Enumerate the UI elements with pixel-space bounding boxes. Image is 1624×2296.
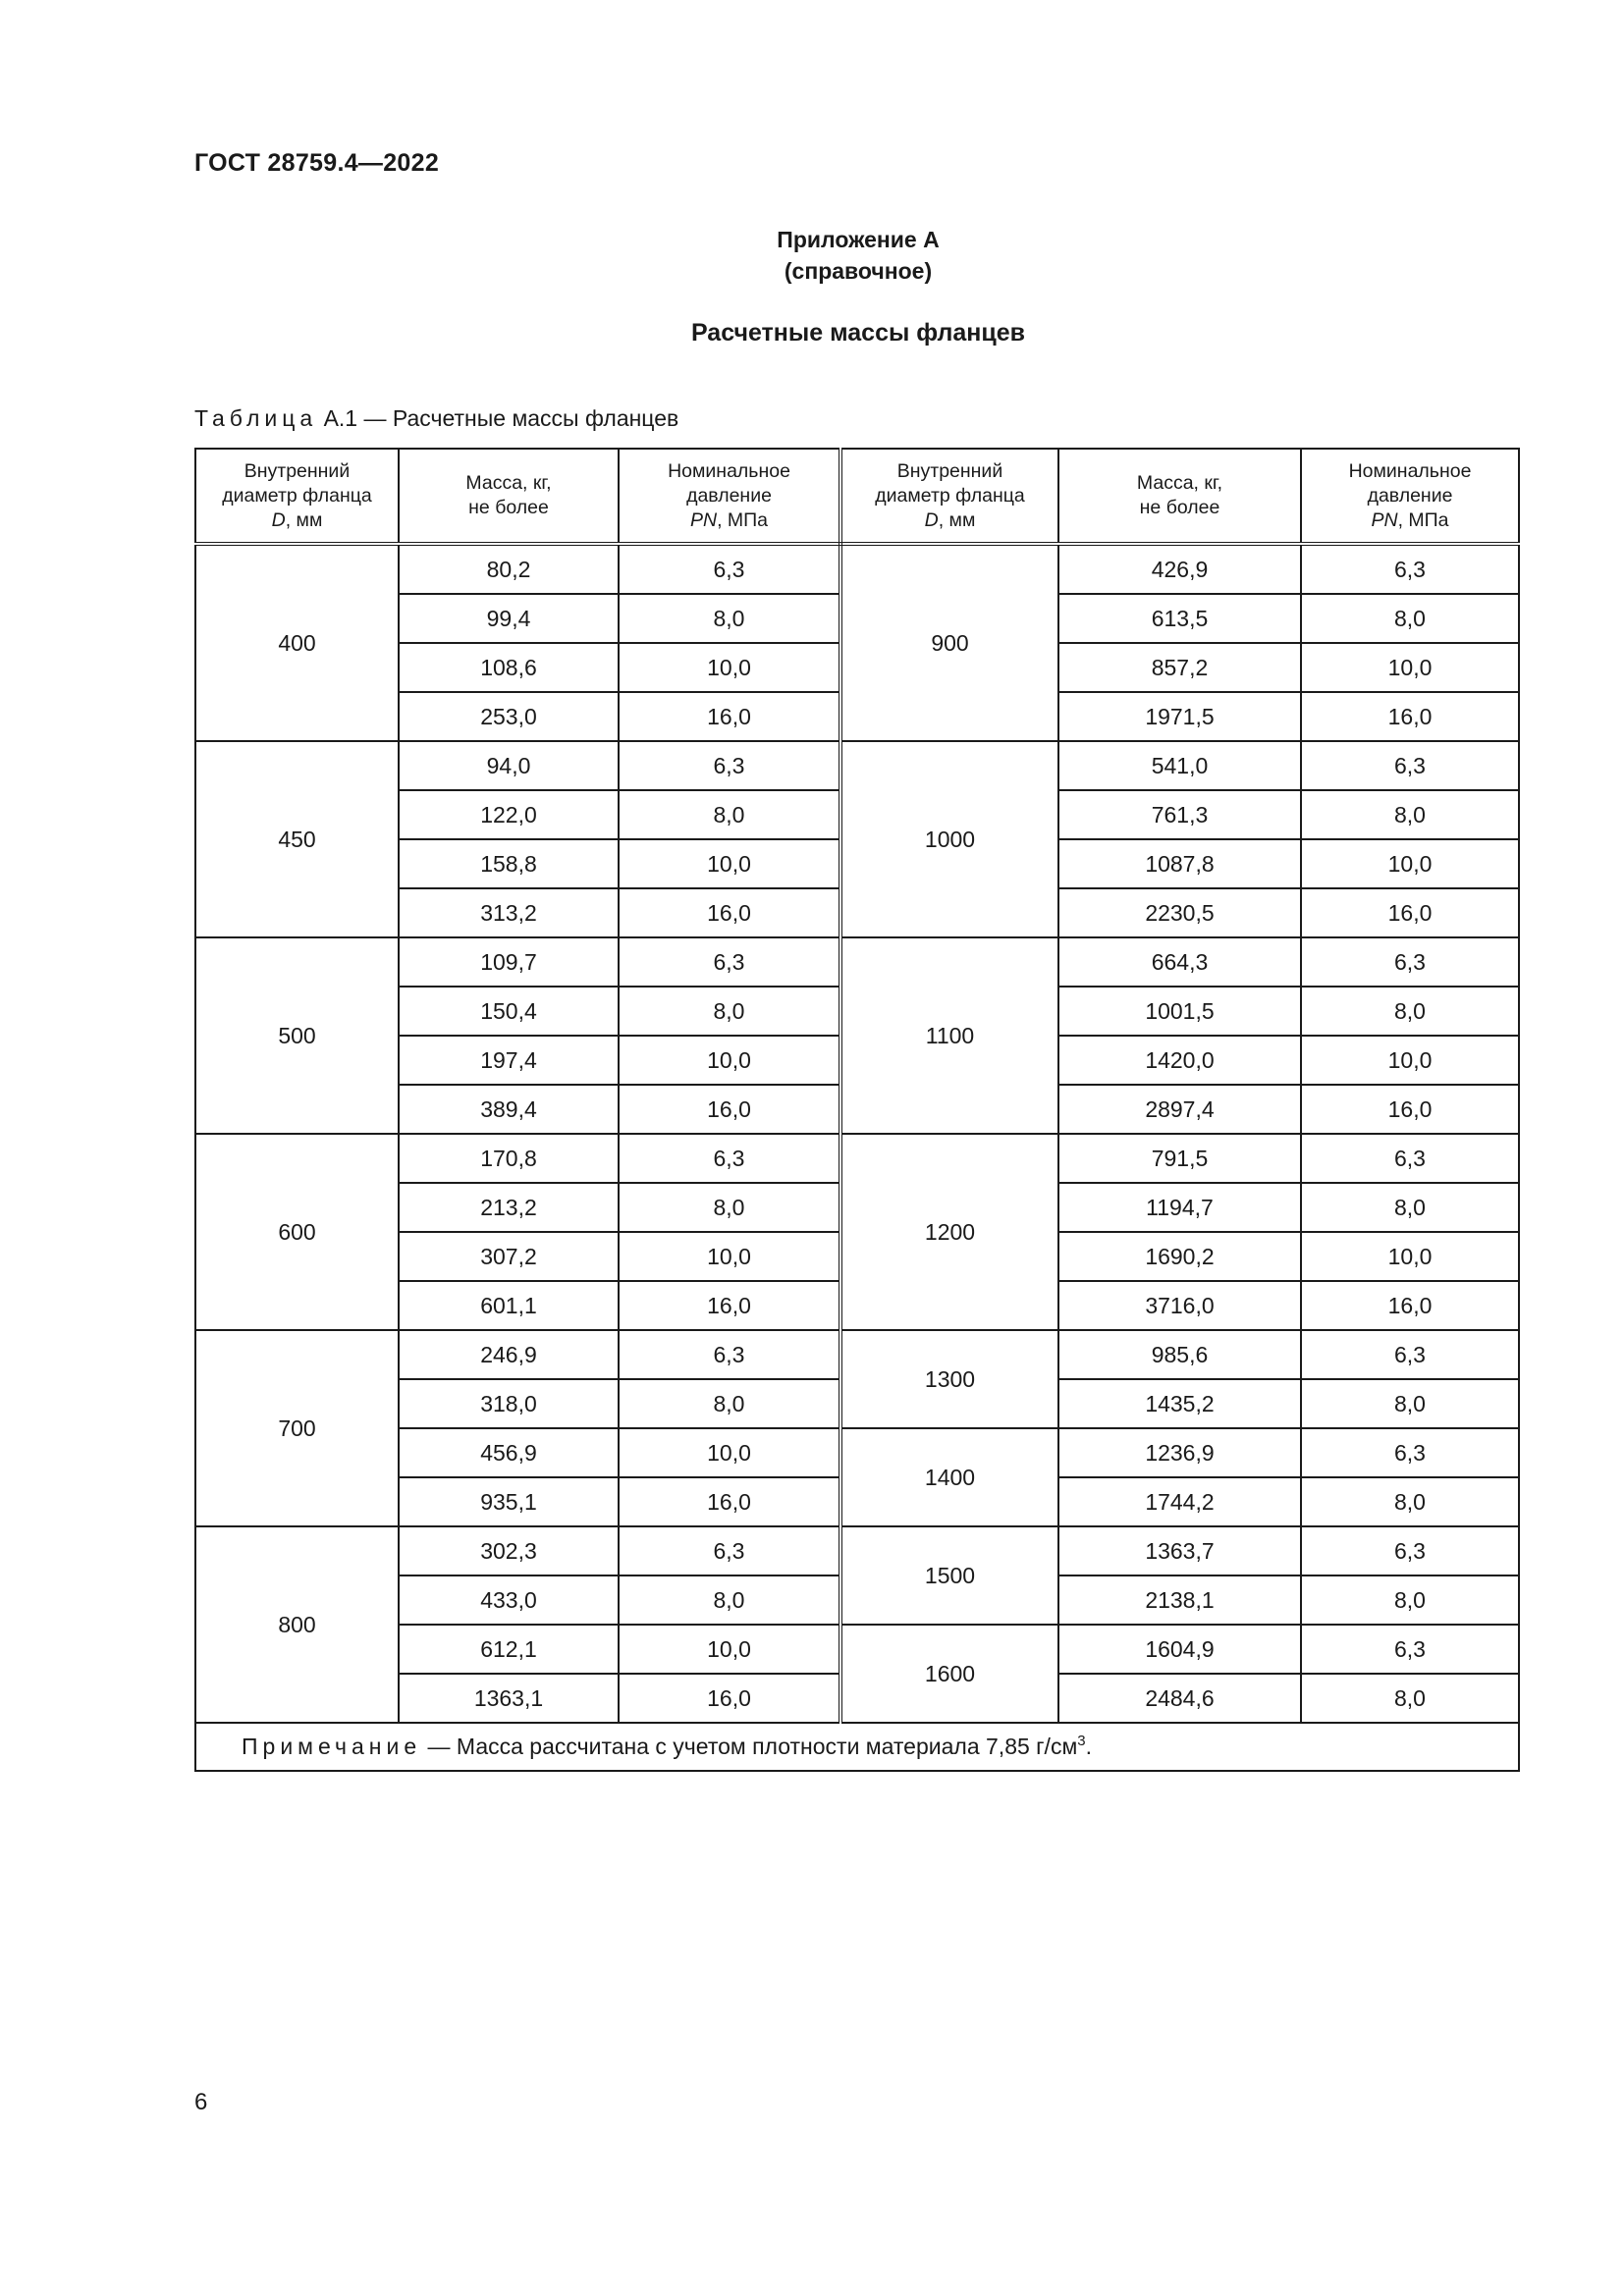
pressure-cell: 10,0 — [619, 643, 840, 692]
mass-cell: 99,4 — [399, 594, 619, 643]
diameter-cell: 1000 — [840, 741, 1058, 937]
mass-cell: 122,0 — [399, 790, 619, 839]
diameter-cell: 700 — [195, 1330, 399, 1526]
mass-cell: 253,0 — [399, 692, 619, 741]
table-caption — [194, 405, 678, 432]
pressure-cell: 10,0 — [619, 839, 840, 888]
pressure-cell: 8,0 — [619, 1575, 840, 1625]
table-caption-text: А.1 — Расчетные массы фланцев — [317, 405, 679, 431]
section-title: Расчетные массы фланцев — [690, 319, 1026, 347]
pressure-cell: 16,0 — [619, 1085, 840, 1134]
mass-cell: 664,3 — [1058, 937, 1301, 987]
diameter-cell: 900 — [840, 544, 1058, 741]
mass-cell: 1604,9 — [1058, 1625, 1301, 1674]
diameter-cell: 1600 — [840, 1625, 1058, 1723]
table-row — [195, 937, 1519, 987]
header-diameter-right: Внутренний диаметр фланца D, мм — [840, 449, 1058, 544]
table-note: Примечание — Масса рассчитана с учетом плотности материала 7,85 $г/см^3$. — [195, 1723, 1519, 1771]
note-superscript: 3 — [1077, 1733, 1086, 1749]
pressure-cell: 16,0 — [1301, 888, 1519, 937]
mass-cell: 2484,6 — [1058, 1674, 1301, 1723]
pressure-cell: 8,0 — [1301, 1379, 1519, 1428]
pressure-cell: 8,0 — [1301, 1674, 1519, 1723]
pressure-cell: 6,3 — [1301, 741, 1519, 790]
mass-cell: 601,1 — [399, 1281, 619, 1330]
header-mass-right: Масса, кг, не более — [1058, 449, 1301, 544]
note-label: Примечание — [242, 1734, 422, 1759]
pressure-cell: 8,0 — [1301, 1477, 1519, 1526]
pressure-cell: 16,0 — [619, 1281, 840, 1330]
pressure-cell: 10,0 — [619, 1036, 840, 1085]
header-pressure-right: Номинальное давление PN, МПа — [1301, 449, 1519, 544]
mass-cell: 613,5 — [1058, 594, 1301, 643]
mass-cell: 318,0 — [399, 1379, 619, 1428]
pressure-cell: 6,3 — [619, 1526, 840, 1575]
mass-cell: 612,1 — [399, 1625, 619, 1674]
diameter-cell: 1100 — [840, 937, 1058, 1134]
mass-cell: 1971,5 — [1058, 692, 1301, 741]
pressure-cell: 10,0 — [619, 1625, 840, 1674]
table-row — [195, 1330, 1519, 1379]
pressure-cell: 10,0 — [1301, 1232, 1519, 1281]
mass-cell: 1744,2 — [1058, 1477, 1301, 1526]
pressure-cell: 6,3 — [1301, 1428, 1519, 1477]
table-row — [195, 1526, 1519, 1575]
mass-cell: 433,0 — [399, 1575, 619, 1625]
pressure-cell: 8,0 — [619, 594, 840, 643]
pressure-cell: 16,0 — [1301, 692, 1519, 741]
pressure-cell: 6,3 — [619, 937, 840, 987]
pressure-cell: 6,3 — [619, 1134, 840, 1183]
header-mass-left: Масса, кг, не более — [399, 449, 619, 544]
pressure-cell: 16,0 — [619, 692, 840, 741]
pressure-cell: 6,3 — [619, 1330, 840, 1379]
appendix-subtitle: (справочное) — [784, 258, 933, 284]
mass-cell: 150,4 — [399, 987, 619, 1036]
pressure-cell: 10,0 — [619, 1232, 840, 1281]
diameter-cell: 1300 — [840, 1330, 1058, 1428]
mass-cell: 857,2 — [1058, 643, 1301, 692]
pressure-cell: 10,0 — [1301, 1036, 1519, 1085]
mass-cell: 170,8 — [399, 1134, 619, 1183]
diameter-cell: 1500 — [840, 1526, 1058, 1625]
mass-cell: 1087,8 — [1058, 839, 1301, 888]
pressure-cell: 10,0 — [1301, 643, 1519, 692]
mass-cell: 389,4 — [399, 1085, 619, 1134]
standard-header: ГОСТ 28759.4—2022 — [194, 149, 440, 177]
pressure-cell: 6,3 — [1301, 1625, 1519, 1674]
pressure-cell: 8,0 — [1301, 1183, 1519, 1232]
mass-cell: 456,9 — [399, 1428, 619, 1477]
mass-cell: 1363,7 — [1058, 1526, 1301, 1575]
mass-cell: 213,2 — [399, 1183, 619, 1232]
mass-cell: 761,3 — [1058, 790, 1301, 839]
pressure-cell: 8,0 — [1301, 1575, 1519, 1625]
pressure-cell: 16,0 — [619, 1477, 840, 1526]
table-row — [195, 741, 1519, 790]
mass-cell: 197,4 — [399, 1036, 619, 1085]
note-text: — Масса рассчитана с учетом плотности материала 7,85 г/см — [421, 1734, 1078, 1759]
table-header-row — [195, 449, 1519, 544]
diameter-cell: 450 — [195, 741, 399, 937]
mass-cell: 1690,2 — [1058, 1232, 1301, 1281]
mass-cell: 94,0 — [399, 741, 619, 790]
diameter-cell: 400 — [195, 544, 399, 741]
mass-cell: 1001,5 — [1058, 987, 1301, 1036]
appendix-heading — [0, 224, 1624, 287]
mass-cell: 302,3 — [399, 1526, 619, 1575]
pressure-cell: 6,3 — [619, 544, 840, 594]
pressure-cell: 8,0 — [619, 790, 840, 839]
pressure-cell: 6,3 — [619, 741, 840, 790]
table-row — [195, 1134, 1519, 1183]
diameter-cell: 500 — [195, 937, 399, 1134]
appendix-title: Приложение А — [777, 227, 940, 252]
mass-cell: 1236,9 — [1058, 1428, 1301, 1477]
mass-cell: 426,9 — [1058, 544, 1301, 594]
pressure-cell: 6,3 — [1301, 1526, 1519, 1575]
mass-cell: 158,8 — [399, 839, 619, 888]
table-body — [195, 544, 1519, 1723]
pressure-cell: 8,0 — [1301, 987, 1519, 1036]
flange-mass-table — [194, 448, 1520, 1772]
mass-cell: 3716,0 — [1058, 1281, 1301, 1330]
pressure-cell: 6,3 — [1301, 1330, 1519, 1379]
diameter-cell: 1400 — [840, 1428, 1058, 1526]
pressure-cell: 10,0 — [1301, 839, 1519, 888]
pressure-cell: 6,3 — [1301, 1134, 1519, 1183]
header-diameter-left: Внутренний диаметр фланца D, мм — [195, 449, 399, 544]
pressure-cell: 16,0 — [1301, 1085, 1519, 1134]
pressure-cell: 8,0 — [619, 1379, 840, 1428]
mass-cell: 1420,0 — [1058, 1036, 1301, 1085]
table-caption-label: Таблица — [194, 405, 318, 431]
mass-cell: 1194,7 — [1058, 1183, 1301, 1232]
pressure-cell: 10,0 — [619, 1428, 840, 1477]
pressure-cell: 16,0 — [619, 888, 840, 937]
pressure-cell: 16,0 — [619, 1674, 840, 1723]
mass-cell: 109,7 — [399, 937, 619, 987]
mass-cell: 246,9 — [399, 1330, 619, 1379]
mass-cell: 80,2 — [399, 544, 619, 594]
page-number: 6 — [194, 2089, 208, 2115]
mass-cell: 2230,5 — [1058, 888, 1301, 937]
mass-cell: 313,2 — [399, 888, 619, 937]
pressure-cell: 8,0 — [619, 1183, 840, 1232]
mass-cell: 791,5 — [1058, 1134, 1301, 1183]
pressure-cell: 8,0 — [619, 987, 840, 1036]
mass-cell: 985,6 — [1058, 1330, 1301, 1379]
pressure-cell: 6,3 — [1301, 544, 1519, 594]
pressure-cell: 6,3 — [1301, 937, 1519, 987]
mass-cell: 307,2 — [399, 1232, 619, 1281]
mass-cell: 1435,2 — [1058, 1379, 1301, 1428]
pressure-cell: 8,0 — [1301, 790, 1519, 839]
pressure-cell: 16,0 — [1301, 1281, 1519, 1330]
diameter-cell: 800 — [195, 1526, 399, 1723]
mass-cell: 2897,4 — [1058, 1085, 1301, 1134]
diameter-cell: 600 — [195, 1134, 399, 1330]
mass-cell: 2138,1 — [1058, 1575, 1301, 1625]
mass-cell: 1363,1 — [399, 1674, 619, 1723]
diameter-cell: 1200 — [840, 1134, 1058, 1330]
mass-cell: 935,1 — [399, 1477, 619, 1526]
mass-cell: 108,6 — [399, 643, 619, 692]
table-row — [195, 544, 1519, 594]
mass-cell: 541,0 — [1058, 741, 1301, 790]
table-note-row — [195, 1723, 1519, 1771]
header-pressure-left: Номинальное давление PN, МПа — [619, 449, 840, 544]
pressure-cell: 8,0 — [1301, 594, 1519, 643]
